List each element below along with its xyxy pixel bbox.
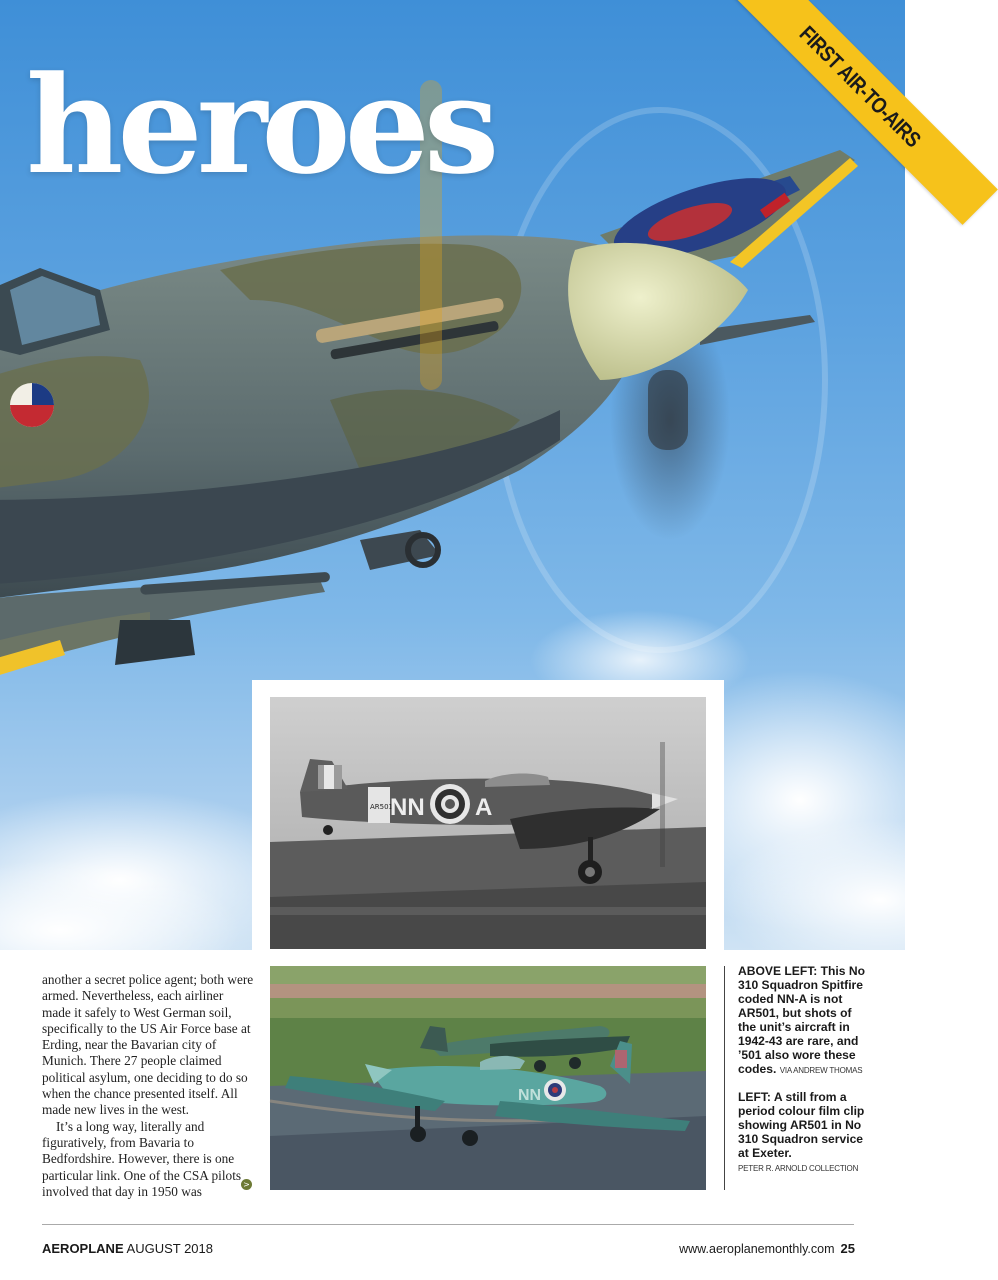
caption-2-credit: PETER R. ARNOLD COLLECTION [738,1164,859,1173]
caption-divider [724,966,725,1190]
continue-arrow-icon: > [241,1179,252,1190]
footer-divider [42,1224,854,1225]
photo-captions [738,964,866,1176]
footer-magazine [42,1241,213,1256]
site-url[interactable]: www.aeroplanemonthly.com [679,1242,835,1256]
caption-1-credit: VIA ANDREW THOMAS [779,1066,863,1075]
headline: heroes [26,46,494,204]
footer-site [679,1241,855,1256]
article-body [42,972,254,1200]
colour-film-still [270,966,706,1190]
caption-left [738,1090,866,1176]
issue-date: AUGUST 2018 [126,1241,213,1256]
magazine-name: AEROPLANE [42,1241,124,1256]
bw-spitfire-icon [270,697,706,949]
caption-1-text: ABOVE LEFT: This No 310 Squadron Spitfire coded NN-A is not AR501, but shots of the unit’s aircraft in 1942-43 are rare, and ’501 also wore these codes. [738,964,865,1076]
caption-2-text: LEFT: A still from a period colour film clip showing AR501 in No 310 Squadron service at Exeter. [738,1090,865,1160]
code-right-label: A [475,794,493,821]
inset-bw-photo [270,697,706,949]
body-paragraph-1: another a secret police agent; both were armed. Nevertheless, each airliner made it safely to West German soil, specifically to the US Air Force base at Erding, near the Bavarian city of Munich. There 27 people claimed political asylum, one deciding to do so when the chance presented itself. All made new lives in the west. [42,972,254,1118]
small-code-label: AR501 [370,803,394,811]
caption-above-left [738,964,866,1078]
banner-label: FIRST AIR-TO-AIRS [794,21,926,153]
colour-code-label: NN [518,1087,542,1104]
code-left-label: NN [390,794,425,821]
body-paragraph-2: It’s a long way, literally and figuratively, from Bavaria to Bedfordshire. However, there is one particular link. One of the CSA pilots involved that day in 1950 was [42,1118,242,1199]
page-number: 25 [840,1241,855,1256]
colour-spitfires-icon [270,966,706,1190]
